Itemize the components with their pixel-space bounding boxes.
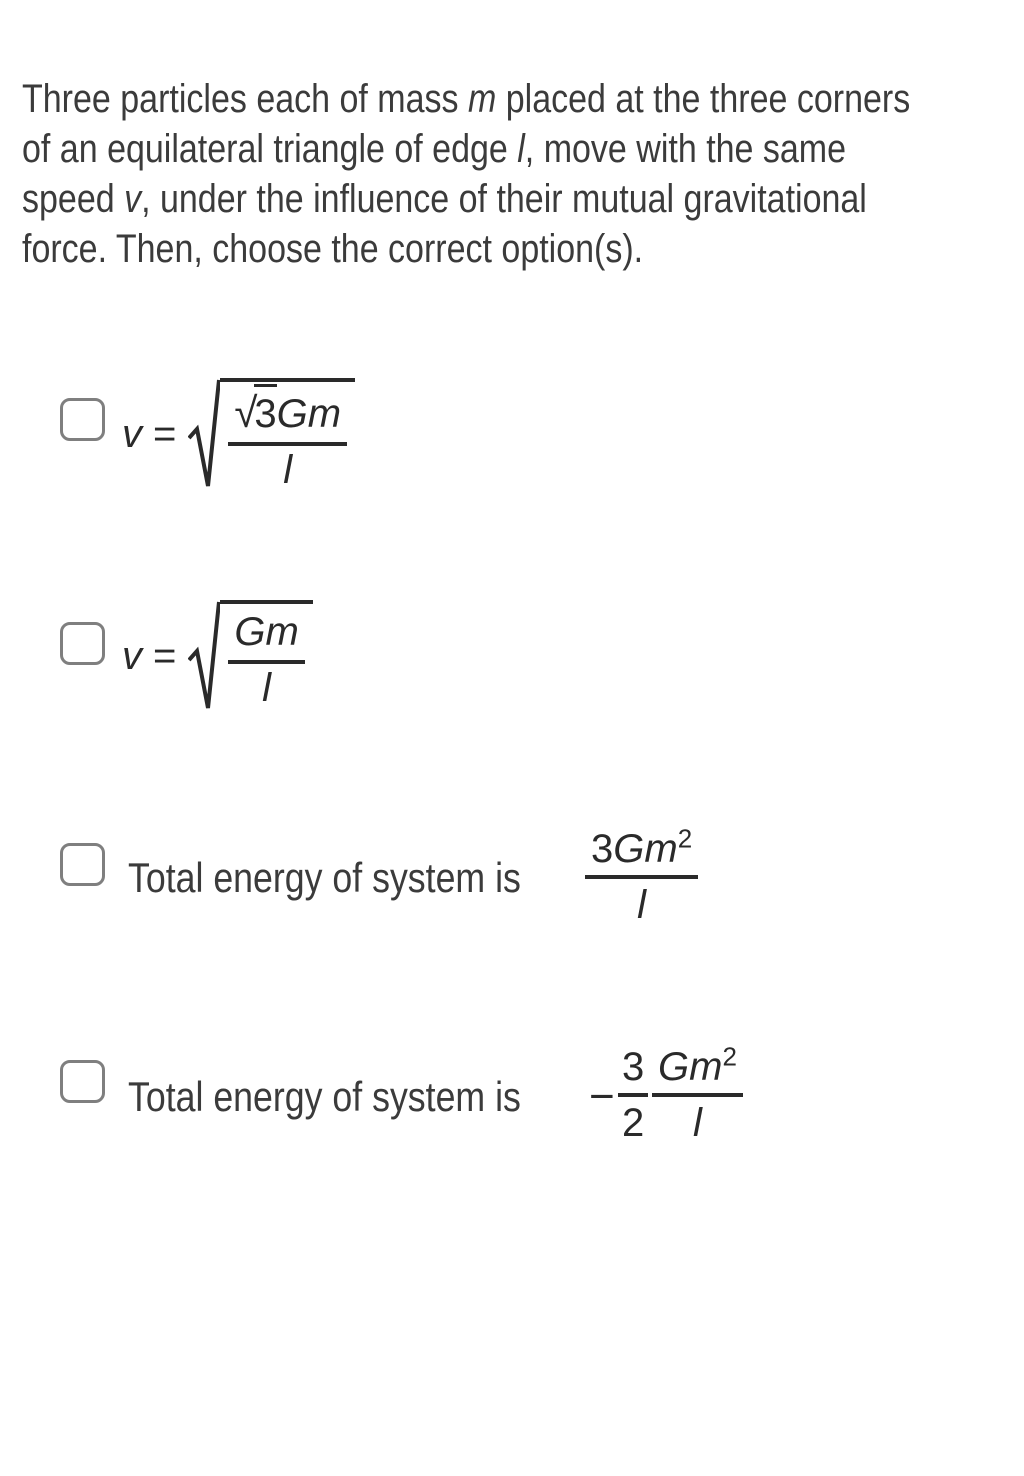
option-c-checkbox[interactable] — [60, 843, 105, 886]
radicand-fraction — [220, 378, 355, 490]
minus-sign: − — [589, 1072, 615, 1121]
question-line-3 — [22, 174, 910, 224]
question-segment: of an equilateral triangle of edge — [22, 127, 518, 171]
inner-radical-sign-icon: √ — [234, 389, 258, 436]
question-segment: , move with the same — [524, 127, 847, 171]
question-segment: force. Then, choose the correct option(s). — [22, 227, 644, 271]
equals-sign: = — [153, 411, 177, 456]
equals-sign: = — [153, 633, 177, 678]
question-segment: speed — [22, 177, 125, 221]
fraction-denominator: 2 — [622, 1101, 645, 1145]
variable-v: v — [122, 633, 142, 678]
fraction-numerator — [652, 1041, 743, 1097]
fraction-numerator: Gm — [228, 604, 304, 664]
variable-l: l — [517, 127, 525, 171]
coefficient: 3 — [591, 827, 614, 871]
option-b-checkbox[interactable] — [60, 622, 105, 665]
option-b-lhs — [122, 634, 176, 679]
inner-radicand: 3 — [254, 384, 276, 440]
exponent: 2 — [722, 1041, 737, 1072]
fraction-numerator — [585, 823, 698, 879]
fraction-denominator: l — [637, 883, 647, 927]
option-c-content — [128, 823, 768, 930]
fraction-denominator: l — [283, 448, 293, 492]
energy-fraction — [652, 1041, 743, 1146]
fraction-denominator: l — [262, 666, 272, 710]
option-a-lhs — [122, 412, 176, 457]
fraction-numerator — [228, 382, 347, 446]
variable-Gm: Gm — [658, 1045, 723, 1089]
square-root — [188, 378, 355, 490]
radical-sign-icon — [188, 378, 220, 490]
question-line-2 — [22, 124, 910, 174]
option-a-formula — [122, 378, 355, 490]
coefficient-fraction — [618, 1044, 648, 1146]
option-c-label: Total energy of system is — [128, 854, 521, 901]
fraction-denominator: l — [693, 1101, 702, 1145]
variable-v: v — [122, 411, 142, 456]
question-line-4 — [22, 224, 910, 274]
variable-Gm: Gm — [276, 392, 342, 436]
fraction-numerator: 3 — [618, 1044, 648, 1097]
question-segment: , under the influence of their mutual gravitational — [141, 177, 867, 221]
option-d-label: Total energy of system is — [128, 1073, 521, 1120]
option-d-content — [128, 1041, 788, 1150]
option-a-checkbox[interactable] — [60, 398, 105, 441]
radical-sign-icon — [188, 600, 220, 712]
option-b-formula — [122, 600, 313, 712]
option-d-checkbox[interactable] — [60, 1060, 105, 1103]
variable-Gm: Gm — [613, 827, 678, 871]
question-segment: placed at the three corners — [496, 77, 911, 121]
energy-fraction — [585, 823, 698, 928]
question-text — [22, 74, 1024, 274]
question-line-1 — [22, 74, 910, 124]
radicand-fraction — [220, 600, 312, 712]
question-segment: Three particles each of mass — [22, 77, 468, 121]
square-root — [188, 600, 312, 712]
variable-v: v — [124, 177, 142, 221]
exponent: 2 — [677, 823, 693, 854]
variable-m: m — [467, 77, 497, 121]
